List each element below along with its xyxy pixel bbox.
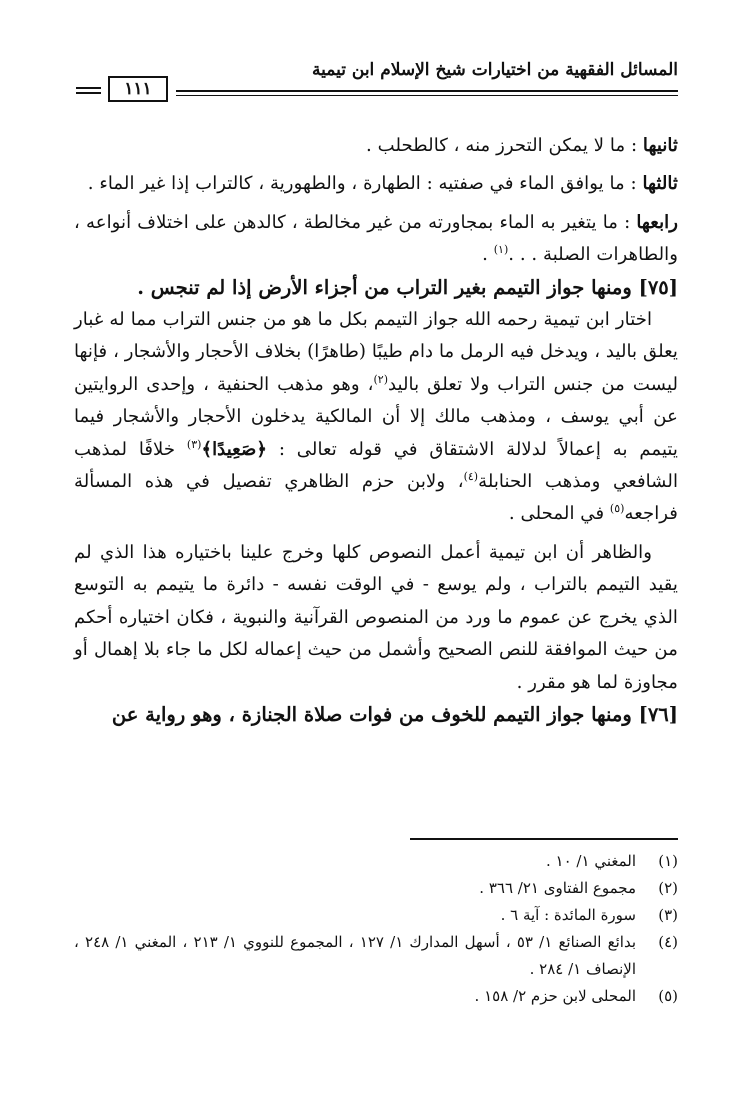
paragraph-label: ثالثها — [642, 173, 678, 195]
paragraph-text: : ما يتغير به الماء بمجاورته من غير مخالطة ، كالدهن على اختلاف أنواعه ، والطاهرات الصلبة . . . — [74, 211, 678, 266]
footnotes — [74, 848, 678, 1010]
page-number: ١١١ — [108, 76, 168, 102]
footnote-item — [74, 929, 678, 983]
footnote-separator — [410, 838, 678, 840]
footnote-number: (١) — [658, 852, 678, 870]
paragraph-end: . — [482, 244, 494, 266]
footnote-text: المحلى لابن حزم ٢/ ١٥٨ . — [474, 987, 636, 1005]
issue-heading-76 — [74, 699, 678, 731]
paragraph-text: خلافًا لمذهب الشافعي ومذهب الحنابلة — [74, 438, 679, 493]
paragraph-text: اختار ابن تيمية رحمه الله جواز التيمم بكل ما هو من جنس التراب مما له غبار يعلق باليد ، ويدخل فيه الرمل ما دام طيبًا (طاهرًا) بخلاف الأحجار والأشجار ، فإنها ليست من جنس التراب ولا تعلق باليد — [74, 309, 678, 395]
footnote-ref: (٣) — [186, 437, 202, 451]
paragraph-label: رابعها — [636, 211, 678, 233]
paragraph-third — [74, 168, 678, 200]
footnote-number: (٢) — [658, 879, 678, 897]
footnote-item — [74, 902, 678, 929]
footnote-number: (٤) — [658, 933, 678, 951]
paragraph-text: : ما يوافق الماء في صفتيه : الطهارة ، والطهورية ، كالتراب إذا غير الماء . — [87, 173, 637, 195]
main-text — [74, 130, 678, 731]
paragraph-text: في المحلى . — [508, 503, 610, 525]
paragraph-conclusion: والظاهر أن ابن تيمية أعمل النصوص كلها وخرج علينا باختياره هذا الذي لم يقيد التيمم بالتراب ، ولم يوسع - في الوقت نفسه - دائرة ما يتيمم به التوسع الذي يخرج عن عموم ما ورد من المنصوص القرآنية والنبوية ، فكان اختياره أحكم من حيث الموافقة للنص الصحيح وأشمل من حيث إعماله لكل ما جاء بلا إهمال أو مجاوزة لما هو مقرر . — [74, 541, 678, 693]
footnote-ref: (٢) — [373, 372, 388, 386]
paragraph-label: ثانيها — [642, 135, 678, 156]
paragraph-text: ، وهو مذهب الحنفية ، وإحدى الروايتين عن أبي يوسف ، ومذهب مالك إلا أن المالكية يدخلون الأحجار والأشجار فيما يتيمم به إعمالاً لدلالة الاشتقاق في قوله تعالى : — [74, 373, 678, 460]
footnote-text: المغني ١/ ١٠ . — [545, 852, 636, 870]
paragraph-text: : ما لا يمكن التحرز منه ، كالطحلب . — [366, 135, 638, 156]
paragraph-fourth — [74, 207, 678, 272]
paragraph-text: ، ولابن حزم الظاهري تفصيل في هذه المسألة فراجعه — [74, 471, 678, 525]
issue-heading-75 — [74, 272, 678, 304]
footnote-text: مجموع الفتاوى ٢١/ ٣٦٦ . — [479, 879, 636, 897]
issue-title: ومنها جواز التيمم بغير التراب من أجزاء الأرض إذا لم تنجس . — [137, 275, 632, 299]
footnote-ref: (٤) — [463, 470, 479, 483]
footnote-number: (٣) — [658, 906, 678, 924]
footnote-ref: (١) — [493, 243, 509, 257]
header-title: المسائل الفقهية من اختيارات شيخ الإسلام ابن تيمية — [312, 60, 678, 80]
footnote-number: (٥) — [658, 987, 678, 1005]
footnote-text: سورة المائدة : آية ٦ . — [500, 906, 636, 924]
footnote-ref: (٥) — [609, 502, 625, 516]
footnote-text: بدائع الصنائع ١/ ٥٣ ، أسهل المدارك ١/ ١٢٧ ، المجموع للنووي ١/ ٢١٣ ، المغني ١/ ٢٤٨ ، الإنصاف ١/ ٢٨٤ . — [74, 933, 636, 978]
issue-number: [٧٦] — [638, 702, 678, 726]
running-header — [76, 58, 678, 108]
issue-title: ومنها جواز التيمم للخوف من فوات صلاة الجنازة ، وهو رواية عن — [111, 702, 632, 726]
issue-number: [٧٥] — [638, 275, 678, 299]
footnote-item — [74, 983, 678, 1010]
header-decoration — [76, 87, 101, 97]
paragraph-second — [74, 130, 678, 162]
footnote-item — [74, 875, 678, 902]
header-rule — [176, 90, 678, 96]
paragraph-discussion — [74, 304, 678, 531]
quran-word: ﴿صَعِيدًا﴾ — [201, 438, 268, 460]
footnote-item — [74, 848, 678, 875]
